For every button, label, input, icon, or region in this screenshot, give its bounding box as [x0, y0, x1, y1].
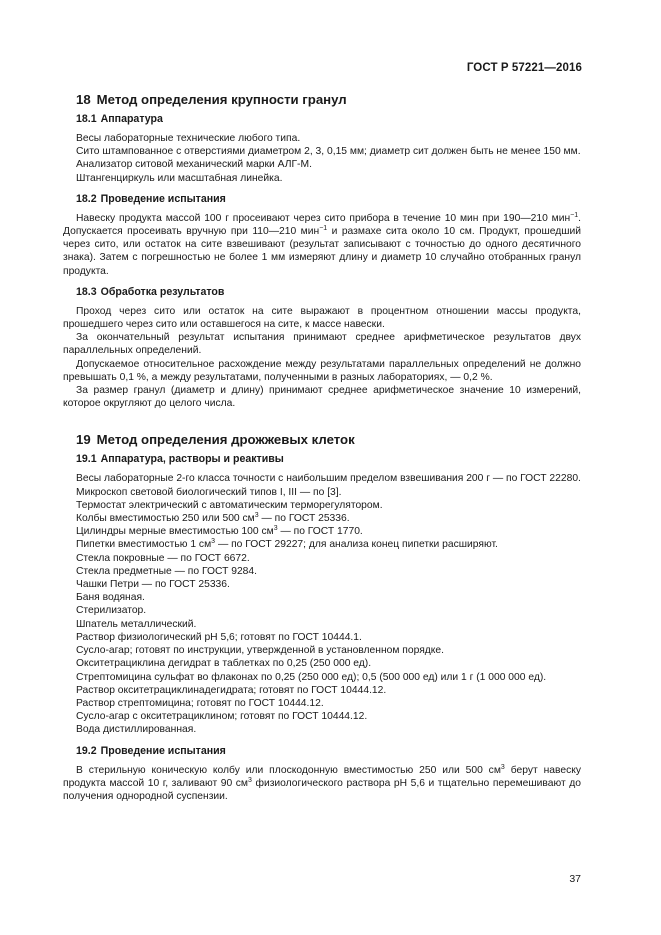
subsection-19-2-title: Проведение испытания [100, 744, 226, 757]
list-item: Штангенциркуль или масштабная линейка. [76, 172, 283, 184]
subsection-19-1-body [63, 472, 581, 736]
subsection-19-1-number: 19.1 [76, 453, 97, 466]
list-item: Термостат электрический с автоматическим терморегулятором. [76, 499, 383, 511]
text-run: физиологического раствора рН 5,6 и тщательно перемешивают до получения однородной суспензии. [63, 777, 582, 802]
subsection-18-3-body [63, 305, 581, 411]
subsection-18-3-heading [76, 286, 581, 299]
subsection-19-2-heading [76, 745, 581, 758]
subsection-19-1-heading [76, 453, 581, 466]
section-19-heading [76, 432, 581, 447]
list-item: Чашки Петри — по ГОСТ 25336. [76, 579, 230, 591]
list-item: Шпатель металлический. [76, 618, 197, 630]
list-item: Весы лабораторные технические любого типа. [76, 133, 301, 144]
superscript: 3 [211, 538, 216, 546]
superscript: 3 [500, 763, 505, 771]
subsection-19-1-title: Аппаратура, растворы и реактивы [100, 453, 284, 466]
text-run: Цилиндры мерные вместимостью 100 см [76, 526, 274, 538]
subsection-18-3-number: 18.3 [76, 285, 97, 298]
subsection-18-1-body [63, 132, 581, 185]
text-run: — по ГОСТ 1770. [277, 526, 363, 538]
list-item: Раствор окситетрациклинадегидрата; готовят по ГОСТ 10444.12. [76, 684, 387, 696]
list-item: Баня водяная. [76, 592, 145, 604]
section-18-heading [76, 92, 581, 107]
page-number: 37 [569, 873, 581, 885]
list-item: Сусло-агар; готовят по инструкции, утвержденной в установленном порядке. [76, 645, 445, 657]
subsection-18-2-heading [76, 193, 581, 206]
text-run: — по ГОСТ 25336. [258, 513, 350, 525]
subsection-18-2-title: Проведение испытания [100, 192, 226, 205]
text-run: Пипетки вместимостью 1 см [76, 539, 212, 551]
text-run: В стерильную коническую колбу или плоскодонную вместимостью 250 или 500 см [76, 764, 501, 776]
list-item [63, 512, 581, 525]
paragraph: Проход через сито или остаток на сите выражают в процентном отношении массы продукта, прошедшего через сито или оставшегося на сите, к массе навески. [63, 305, 581, 331]
list-item: Вода дистиллированная. [76, 724, 197, 736]
list-item: Стрептомицина сульфат во флаконах по 0,25 (250 000 ед); 0,5 (500 000 ед) или 1 г (1 000 000 ед). [76, 671, 547, 683]
paragraph: Допускаемое относительное расхождение между результатами параллельных определений не должно превышать 0,1 %, а между результатами, полученными в разных лабораториях, — 0,2 %. [63, 358, 581, 383]
text-run: . Допускается просеивать вручную при 110—210 мин [63, 212, 581, 238]
list-item: Анализатор ситовой механический марки АЛГ-М. [76, 159, 312, 171]
list-item: Стекла предметные — по ГОСТ 9284. [76, 565, 257, 577]
list-item: Раствор стрептомицина; готовят по ГОСТ 10444.12. [76, 697, 324, 709]
section-18-title: Метод определения крупности гранул [96, 92, 347, 107]
page-content [63, 88, 581, 811]
paragraph: За окончательный результат испытания принимают среднее арифметическое результатов двух параллельных определений. [63, 332, 581, 357]
paragraph [63, 212, 581, 278]
paragraph [63, 764, 581, 804]
list-item: Сито штампованное с отверстиями диаметром 2, 3, 0,15 мм; диаметр сит должен быть не менее 150 мм. [76, 146, 581, 158]
list-item: Сусло-агар с окситетрациклином; готовят по ГОСТ 10444.12. [76, 711, 368, 723]
list-item: Раствор физиологический рН 5,6; готовят по ГОСТ 10444.1. [76, 631, 362, 643]
superscript: 3 [254, 512, 259, 520]
subsection-18-1-number: 18.1 [76, 113, 97, 125]
list-item: Микроскоп световой биологический типов I, III — по [3]. [76, 486, 342, 498]
superscript: 3 [273, 525, 278, 533]
section-19-title: Метод определения дрожжевых клеток [96, 432, 355, 448]
paragraph: За размер гранул (диаметр и длину) принимают среднее арифметическое значение 10 измерений, которое округляют до целого числа. [63, 385, 581, 410]
superscript: −1 [570, 211, 579, 219]
text-run: и размахе сита около 10 см. Продукт, прошедший через сито, или остаток на сите взвешивают (результат записывают с точностью до одного десятичного знака). Затем с погрешностью не более 1 мм измеряют длину и диаметр 10 случайно отобранных гранул продукта. [63, 226, 581, 277]
list-item: Весы лабораторные 2-го класса точности с наибольшим пределом взвешивания 200 г — по ГОСТ 22280. [76, 473, 581, 485]
text-run: Колбы вместимостью 250 или 500 см [76, 513, 255, 525]
subsection-18-3-title: Обработка результатов [100, 285, 225, 298]
superscript: 3 [248, 776, 252, 784]
superscript: −1 [319, 225, 328, 233]
text-run: — по ГОСТ 29227; для анализа конец пипетки расширяют. [215, 539, 498, 551]
section-18-number: 18 [76, 92, 91, 107]
subsection-18-1-heading [76, 113, 581, 126]
section-19-number: 19 [76, 432, 91, 448]
list-item: Стерилизатор. [76, 605, 147, 617]
list-item [63, 525, 581, 538]
subsection-18-1-title: Аппаратура [100, 113, 163, 125]
subsection-19-2-number: 19.2 [76, 744, 97, 757]
list-item: Стекла покровные — по ГОСТ 6672. [76, 552, 250, 564]
list-item: Окситетрациклина дегидрат в таблетках по 0,25 (250 000 ед). [76, 658, 372, 670]
text-run: Навеску продукта массой 100 г просеивают через сито прибора в течение 10 мин при 190—210 мин [76, 212, 571, 224]
subsection-18-2-number: 18.2 [76, 192, 97, 205]
subsection-19-2-body [63, 764, 581, 804]
list-item [63, 538, 581, 551]
text-run: берут навеску продукта массой 10 г, заливают 90 см [63, 764, 581, 789]
subsection-18-2-body [63, 212, 581, 278]
standard-id: ГОСТ Р 57221—2016 [466, 62, 582, 74]
